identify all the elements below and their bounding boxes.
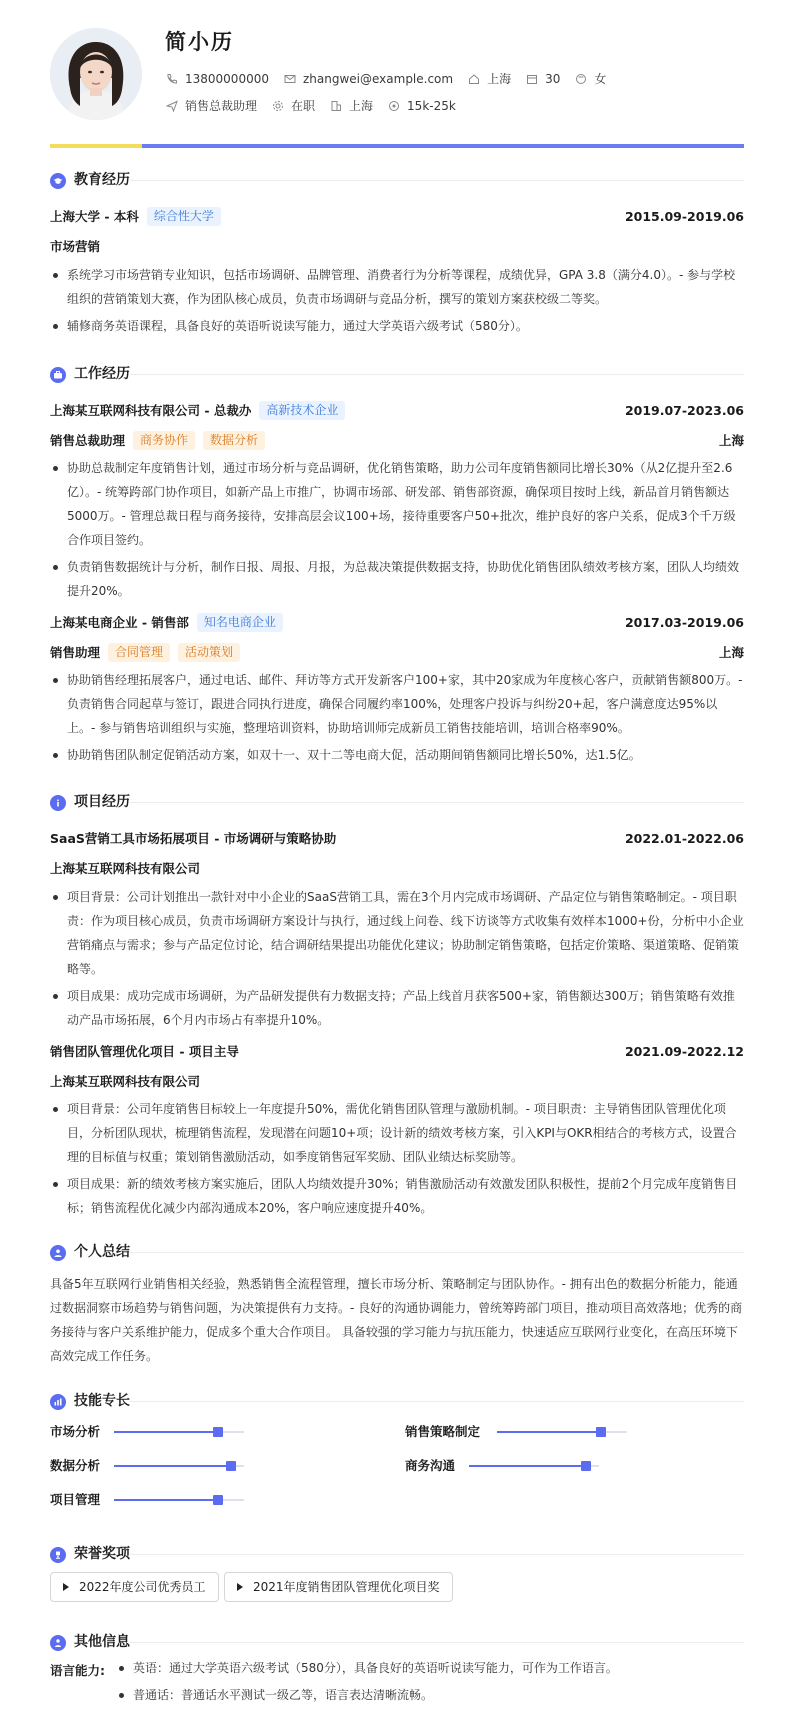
skill-level-knob (213, 1427, 223, 1437)
section-divider (130, 1401, 744, 1402)
gender-text: 女 (594, 72, 607, 86)
salary-item (387, 97, 456, 116)
education-period: 2015.09-2019.06 (624, 209, 744, 224)
job-bullets (50, 456, 744, 606)
skill-level-track (497, 1431, 627, 1433)
school-tag: 综合性大学 (147, 207, 221, 226)
target-position-text: 销售总裁助理 (185, 99, 258, 113)
job-header-row (50, 401, 744, 420)
section-title-education (50, 170, 130, 192)
target-city-item (329, 97, 373, 116)
city-item (467, 70, 511, 89)
section-title-text: 项目经历 (74, 794, 130, 810)
section-title-skills (50, 1391, 130, 1413)
target-position-item (165, 97, 257, 116)
building-icon (329, 99, 343, 113)
skill-level-fill (497, 1431, 601, 1433)
section-divider (130, 1252, 744, 1253)
project-header-row (50, 829, 744, 848)
age-text: 30 (545, 72, 561, 86)
summary-text: 具备5年互联网行业销售相关经验，熟悉销售全流程管理，擅长市场分析、策略制定与团队协作。- 拥有出色的数据分析能力，能通过数据洞察市场趋势与销售问题，为决策提供有力支持。- 良好的沟通协调能力，曾统筹跨部门项目，推动项目高效落地；优秀的商务接待与客户关系维护能力，促成多个重大合作项目。 具备较强的学习能力与抗压能力，快速适应互联网行业变化，在高压环境下高效完成工作任务。 (50, 1277, 743, 1363)
avatar (50, 28, 142, 120)
award-badge (50, 1572, 219, 1602)
section-title-text: 教育经历 (74, 172, 130, 188)
email-item (283, 70, 453, 89)
list-item: 项目成果：新的绩效考核方案实施后，团队人均绩效提升30%；销售激励活动有效激发团队积极性，提前2个月完成年度销售目标；销售流程优化减少内部沟通成本20%，客户响应速度提升40%。 (50, 1172, 744, 1220)
section-title-projects (50, 792, 130, 814)
phone-item (165, 70, 269, 89)
skill-item (50, 1422, 244, 1441)
phone-text: 13800000000 (185, 72, 269, 86)
skill-level-fill (469, 1465, 586, 1467)
info-icon (50, 795, 66, 811)
school-degree: 上海大学 - 本科 (50, 209, 139, 224)
section-title-summary (50, 1242, 130, 1264)
gear-icon (271, 99, 285, 113)
user-icon (50, 1245, 66, 1261)
project-name: SaaS营销工具市场拓展项目 - 市场调研与策略协助 (50, 831, 337, 846)
coin-icon (387, 99, 401, 113)
calendar-icon (525, 72, 539, 86)
person-icon (50, 1635, 66, 1651)
award-text: 2022年度公司优秀员工 (79, 1579, 206, 1594)
section-title-text: 荣誉奖项 (74, 1546, 130, 1562)
email-text: zhangwei@example.com (302, 72, 454, 86)
job-role-row (50, 643, 744, 662)
job-role: 销售助理 (50, 645, 101, 660)
skill-level-knob (596, 1427, 606, 1437)
send-icon (165, 99, 179, 113)
job-role-row (50, 431, 744, 450)
job-company: 上海某互联网科技有限公司 - 总裁办 (50, 403, 252, 418)
skill-tag: 数据分析 (203, 431, 265, 450)
resume-header (50, 0, 744, 148)
target-city-text: 上海 (349, 99, 374, 113)
list-item: 普通话：普通话水平测试一级乙等，语言表达清晰流畅。 (116, 1683, 744, 1707)
skill-level-fill (114, 1465, 231, 1467)
project-header-row (50, 1042, 744, 1061)
skill-level-knob (581, 1461, 591, 1471)
skill-level-track (114, 1431, 244, 1433)
section-title-awards (50, 1544, 130, 1566)
status-text: 在职 (291, 99, 316, 113)
skill-level-knob (226, 1461, 236, 1471)
skill-name: 数据分析 (50, 1458, 101, 1473)
list-item: 英语：通过大学英语六级考试（580分），具备良好的英语听说读写能力，可作为工作语言。 (116, 1656, 744, 1680)
mail-icon (283, 72, 297, 86)
company-tag: 知名电商企业 (197, 613, 283, 632)
education-header-row (50, 207, 744, 226)
list-item: 系统学习市场营销专业知识，包括市场调研、品牌管理、消费者行为分析等课程，成绩优异，GPA 3.8（满分4.0）。- 参与学校组织的营销策划大赛，作为团队核心成员，负责市场调研与竞品分析，撰写的策划方案获校级二等奖。 (50, 263, 744, 311)
skill-name: 市场分析 (50, 1424, 101, 1439)
skill-name: 项目管理 (50, 1492, 101, 1507)
skill-tag: 合同管理 (108, 643, 170, 662)
section-divider (130, 374, 744, 375)
skill-level-fill (114, 1499, 218, 1501)
company-tag: 高新技术企业 (259, 401, 345, 420)
list-item: 协助销售团队制定促销活动方案，如双十一、双十二等电商大促，活动期间销售额同比增长50%，达1.5亿。 (50, 743, 744, 767)
skill-item (50, 1490, 244, 1509)
education-bullets (50, 263, 744, 341)
job-bullets (50, 668, 744, 770)
list-item: 负责销售数据统计与分析，制作日报、周报、月报，为总裁决策提供数据支持，协助优化销售团队绩效考核方案，团队人均绩效提升20%。 (50, 555, 744, 603)
project-company: 上海某互联网科技有限公司 (50, 1074, 201, 1089)
list-item: 项目背景：公司计划推出一款针对中小企业的SaaS营销工具，需在3个月内完成市场调研、产品定位与销售策略制定。- 项目职责：作为项目核心成员，负责市场调研方案设计与执行，通过线上问卷、线下访谈等方式收集有效样本1000+份，分析中小企业营销痛点与需求；参与产品定位讨论，结合调研结果提出功能优化建议；协助制定销售策略，包括定价策略、渠道策略、促销策略等。 (50, 885, 744, 981)
job-location: 上海 (718, 433, 744, 448)
project-period: 2021.09-2022.12 (624, 1044, 744, 1059)
briefcase-icon (50, 367, 66, 383)
section-title-other (50, 1632, 130, 1654)
skill-level-fill (114, 1431, 218, 1433)
job-period: 2017.03-2019.06 (624, 615, 744, 630)
skill-name: 商务沟通 (405, 1458, 456, 1473)
skill-level-track (114, 1465, 244, 1467)
skill-level-knob (213, 1495, 223, 1505)
list-item: 项目成果：成功完成市场调研，为产品研发提供有力数据支持；产品上线首月获客500+家，销售额达300万；销售策略有效推动产品市场拓展，6个月内市场占有率提升10%。 (50, 984, 744, 1032)
section-title-work (50, 364, 130, 386)
project-bullets (50, 1097, 744, 1223)
job-intent-row (165, 97, 456, 116)
list-item: 协助总裁制定年度销售计划，通过市场分析与竞品调研，优化销售策略，助力公司年度销售额同比增长30%（从2亿提升至2.6亿）。- 统筹跨部门协作项目，如新产品上市推广，协调市场部、研发部、销售部资源，确保项目按时上线，新品首月销售额达5000万。- 管理总裁日程与商务接待，安排高层会议100+场，接待重要客户50+批次，维护良好的客户关系，促成3个千万级合作项目签约。 (50, 456, 744, 552)
job-company: 上海某电商企业 - 销售部 (50, 615, 189, 630)
section-divider (130, 1554, 744, 1555)
skill-item (405, 1422, 627, 1441)
skill-tag: 活动策划 (178, 643, 240, 662)
salary-text: 15k-25k (407, 99, 456, 113)
bar-chart-icon (50, 1394, 66, 1410)
section-title-text: 其他信息 (74, 1634, 130, 1650)
status-item (271, 97, 315, 116)
section-title-text: 技能专长 (74, 1393, 130, 1409)
section-title-text: 个人总结 (74, 1244, 130, 1260)
skill-tag: 商务协作 (133, 431, 195, 450)
trophy-icon (50, 1547, 66, 1563)
award-badge (224, 1572, 453, 1602)
age-item (525, 70, 560, 89)
language-bullets (116, 1656, 744, 1710)
section-divider (130, 180, 744, 181)
project-company: 上海某互联网科技有限公司 (50, 861, 201, 876)
person-icon (574, 72, 588, 86)
job-location: 上海 (718, 645, 744, 660)
award-text: 2021年度销售团队管理优化项目奖 (253, 1579, 440, 1594)
skill-item (50, 1456, 244, 1475)
skill-level-track (469, 1465, 599, 1467)
graduation-cap-icon (50, 173, 66, 189)
header-divider-bar (50, 144, 744, 148)
list-item: 辅修商务英语课程，具备良好的英语听说读写能力，通过大学英语六级考试（580分）。 (50, 314, 744, 338)
play-icon (63, 1583, 69, 1591)
skill-level-track (114, 1499, 244, 1501)
project-name: 销售团队管理优化项目 - 项目主导 (50, 1044, 239, 1059)
language-label: 语言能力: (50, 1663, 105, 1678)
candidate-name: 简小历 (165, 30, 234, 54)
gender-item (574, 70, 606, 89)
skill-item (405, 1456, 599, 1475)
list-item: 项目背景：公司年度销售目标较上一年度提升50%，需优化销售团队管理与激励机制。- 项目职责：主导销售团队管理优化项目，分析团队现状，梳理销售流程，发现潜在问题10+项；设计新的绩效考核方案，引入KPI与OKR相结合的考核方式，设置合理的目标值与权重；策划销售激励活动，如季度销售冠军奖励、团队业绩达标奖励等。 (50, 1097, 744, 1169)
education-major: 市场营销 (50, 239, 101, 254)
play-icon (237, 1583, 243, 1591)
skill-name: 销售策略制定 (405, 1424, 481, 1439)
city-text: 上海 (487, 72, 512, 86)
job-header-row (50, 613, 744, 632)
list-item: 协助销售经理拓展客户，通过电话、邮件、拜访等方式开发新客户100+家，其中20家成为年度核心客户，贡献销售额800万。- 负责销售合同起草与签订，跟进合同执行进度，确保合同履约率100%，处理客户投诉与纠纷20+起，客户满意度达95%以上。- 参与销售培训组织与实施，整理培训资料，协助培训师完成新员工销售技能培训，培训合格率90%。 (50, 668, 744, 740)
job-role: 销售总裁助理 (50, 433, 126, 448)
job-period: 2019.07-2023.06 (624, 403, 744, 418)
contact-row (165, 70, 606, 89)
phone-icon (165, 72, 179, 86)
section-title-text: 工作经历 (74, 366, 130, 382)
project-period: 2022.01-2022.06 (624, 831, 744, 846)
section-divider (130, 802, 744, 803)
section-divider (130, 1642, 744, 1643)
project-bullets (50, 885, 744, 1035)
home-icon (467, 72, 481, 86)
